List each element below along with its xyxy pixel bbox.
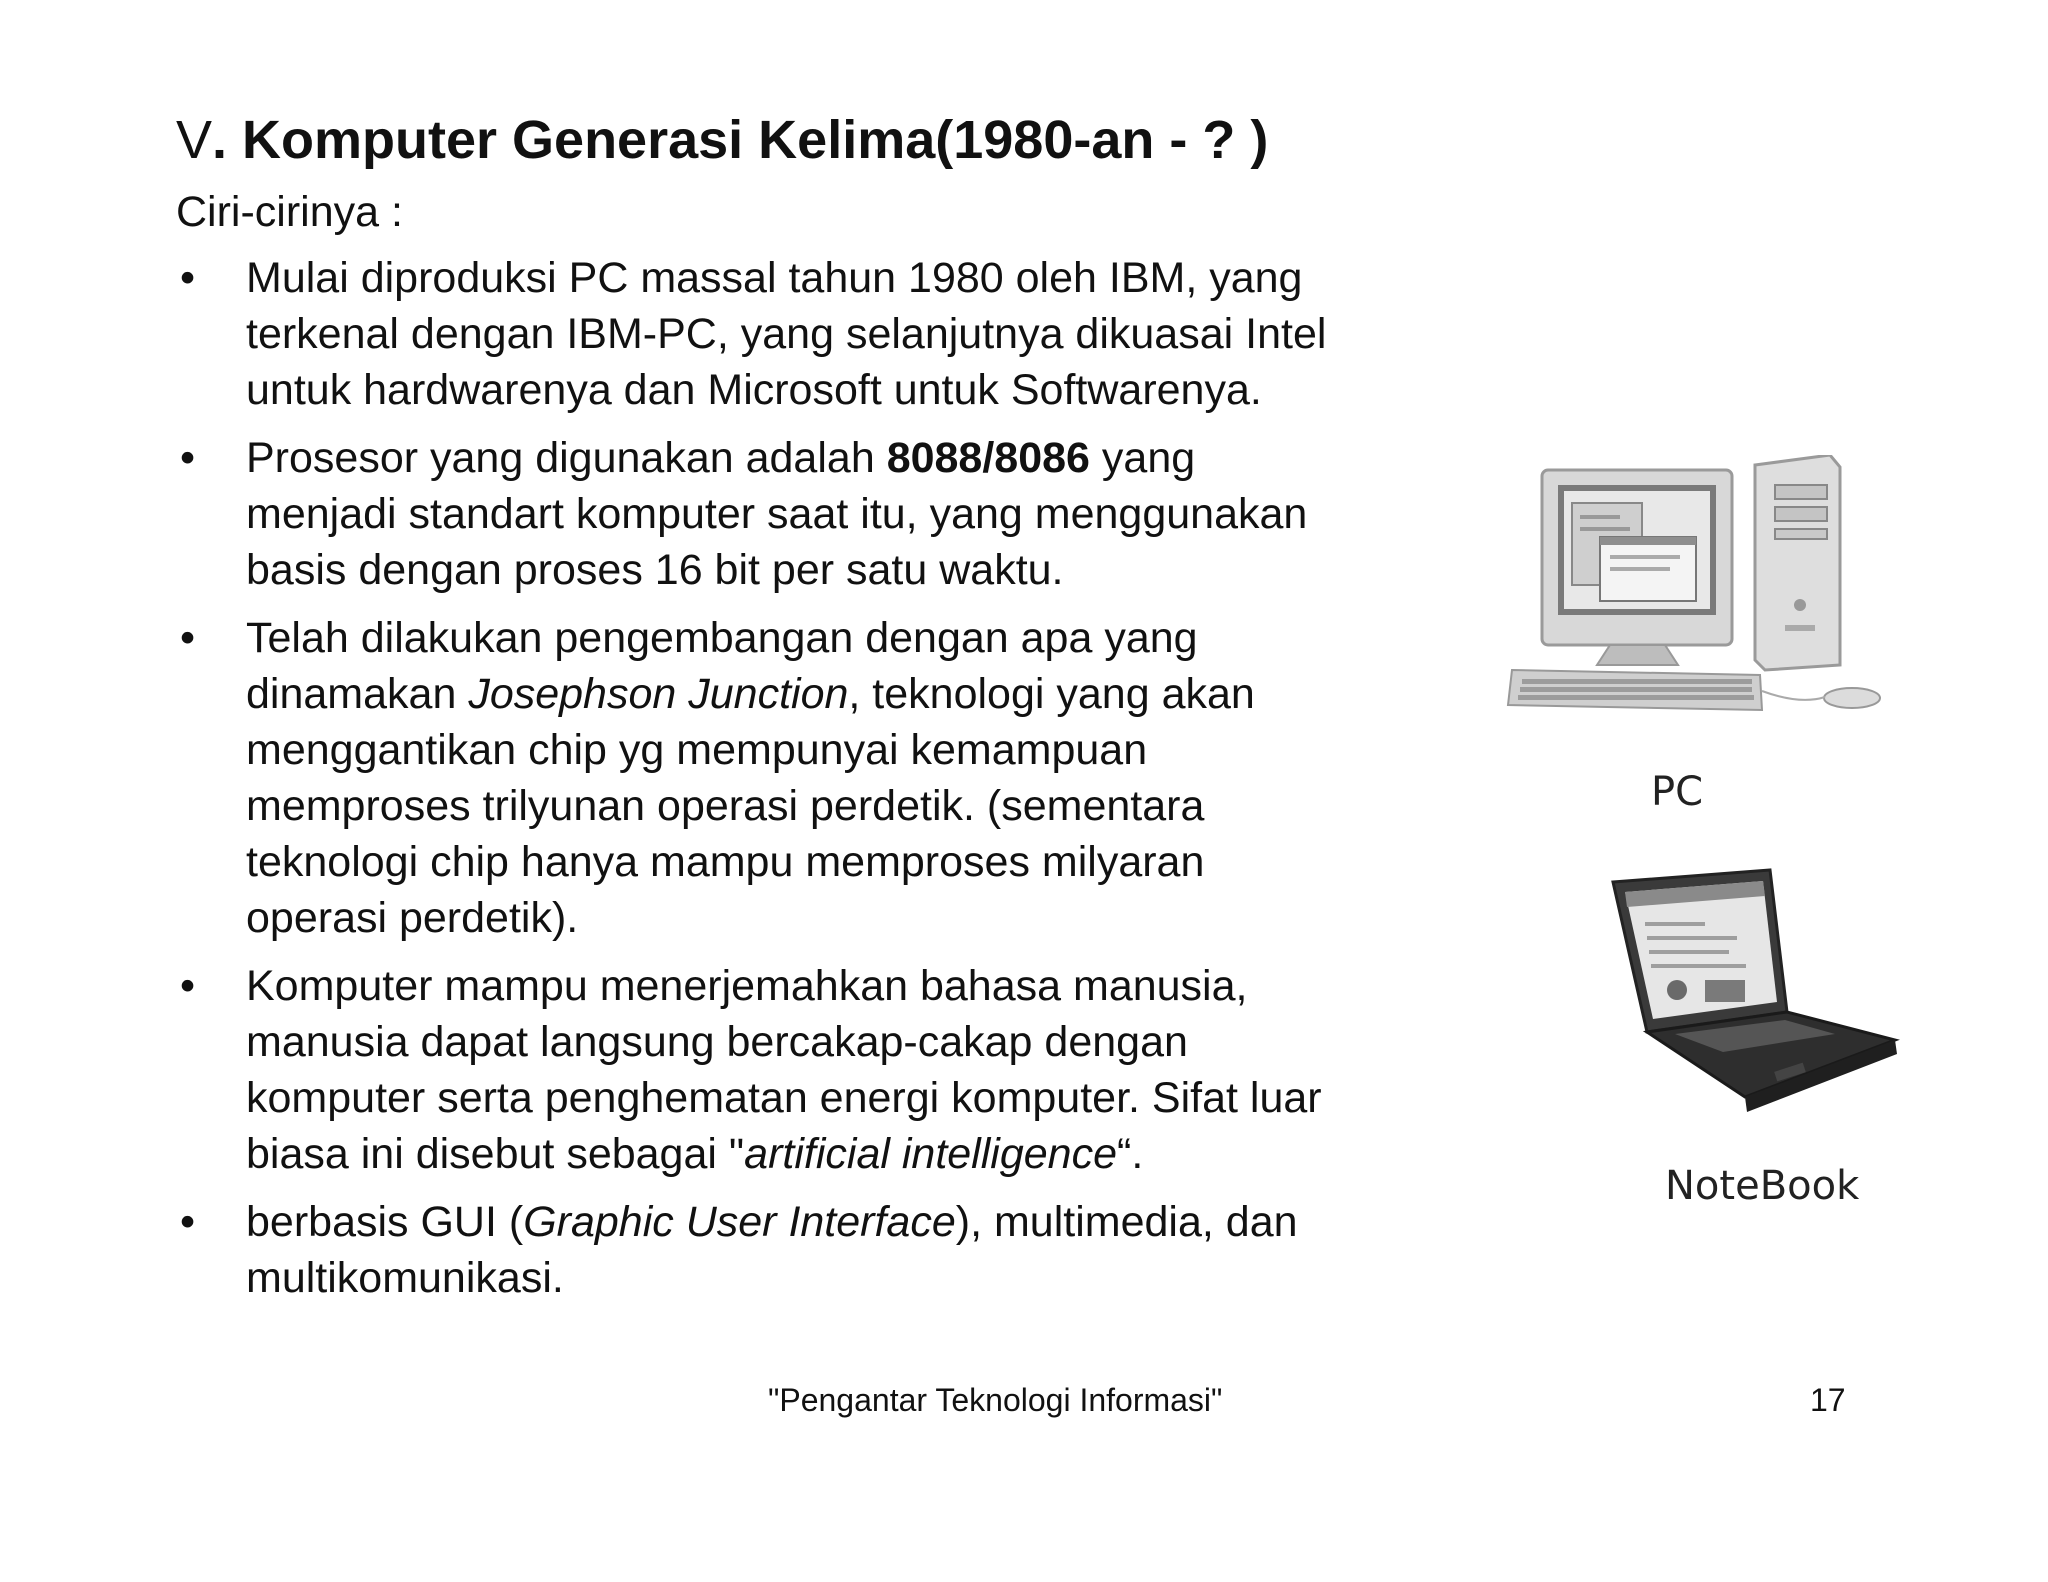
bullet-2-text-a: Prosesor yang digunakan adalah (246, 434, 887, 482)
bullet-4-line-4 (246, 1126, 1436, 1182)
bullet-item-3 (176, 610, 1436, 946)
bullet-3-line-6: operasi perdetik). (246, 894, 579, 942)
bullet-5-text-b: ), multimedia, dan (955, 1198, 1298, 1246)
bullet-4-line-3: komputer serta penghematan energi komputer. Sifat luar (246, 1074, 1322, 1122)
bullet-marker: • (180, 1198, 196, 1246)
notebook-caption: NoteBook (1665, 1163, 1860, 1209)
bullet-5-line-1 (246, 1194, 1436, 1250)
bullet-4-line-2: manusia dapat langsung bercakap-cakap dengan (246, 1018, 1188, 1066)
bullet-3-text-b: , teknologi yang akan (848, 670, 1255, 718)
bullet-2-line-1 (246, 430, 1436, 486)
bullet-5-line-2: multikomunikasi. (246, 1254, 564, 1302)
subtitle: Ciri-cirinya : (176, 188, 403, 236)
bullet-4-text-b: “. (1117, 1130, 1144, 1178)
gui-term: Graphic User Interface (523, 1198, 956, 1246)
notebook-image (1605, 862, 1905, 1132)
bullet-item-1 (176, 250, 1436, 418)
bullet-3-line-4: memproses trilyunan operasi perdetik. (sementara (246, 782, 1205, 830)
bullet-item-5 (176, 1194, 1436, 1306)
bullet-3-line-3: menggantikan chip yg mempunyai kemampuan (246, 726, 1148, 774)
bullet-4-line-1: Komputer mampu menerjemahkan bahasa manusia, (246, 962, 1248, 1010)
bullet-marker: • (180, 614, 196, 662)
pc-caption: PC (1651, 769, 1704, 815)
desktop-computer-icon (1500, 455, 1900, 725)
bullet-4-text-a: biasa ini disebut sebagai " (246, 1130, 745, 1178)
bullet-5-text-a: berbasis GUI ( (246, 1198, 524, 1246)
slide-title (176, 108, 1268, 172)
bullet-2-text-b: yang (1089, 434, 1196, 482)
bullet-1-line-3: untuk hardwarenya dan Microsoft untuk Softwarenya. (246, 366, 1262, 414)
bullet-2-line-3: basis dengan proses 16 bit per satu waktu. (246, 546, 1064, 594)
laptop-icon (1605, 862, 1905, 1132)
title-prefix: V (176, 110, 213, 170)
title-main: . Komputer Generasi Kelima(1980-an - ? ) (212, 110, 1269, 170)
artificial-intelligence-term: artificial intelligence (744, 1130, 1118, 1178)
pc-image (1500, 455, 1900, 725)
josephson-junction-term: Josephson Junction (468, 670, 849, 718)
bullet-1-line-1: Mulai diproduksi PC massal tahun 1980 oleh IBM, yang (246, 254, 1303, 302)
bullet-2-line-2: menjadi standart komputer saat itu, yang menggunakan (246, 490, 1308, 538)
bullet-marker: • (180, 962, 196, 1010)
bullet-3-line-1: Telah dilakukan pengembangan dengan apa yang (246, 614, 1198, 662)
bullet-list (176, 250, 1436, 1318)
bullet-1-line-2: terkenal dengan IBM-PC, yang selanjutnya dikuasai Intel (246, 310, 1327, 358)
bullet-3-line-2 (246, 666, 1436, 722)
bullet-item-2 (176, 430, 1436, 598)
bullet-3-line-5: teknologi chip hanya mampu memproses milyaran (246, 838, 1205, 886)
footer-title: "Pengantar Teknologi Informasi" (768, 1382, 1223, 1418)
bullet-marker: • (180, 434, 196, 482)
page-number: 17 (1810, 1382, 1846, 1418)
processor-model: 8088/8086 (886, 434, 1090, 482)
bullet-item-4 (176, 958, 1436, 1182)
bullet-marker: • (180, 254, 196, 302)
bullet-3-text-a: dinamakan (246, 670, 469, 718)
